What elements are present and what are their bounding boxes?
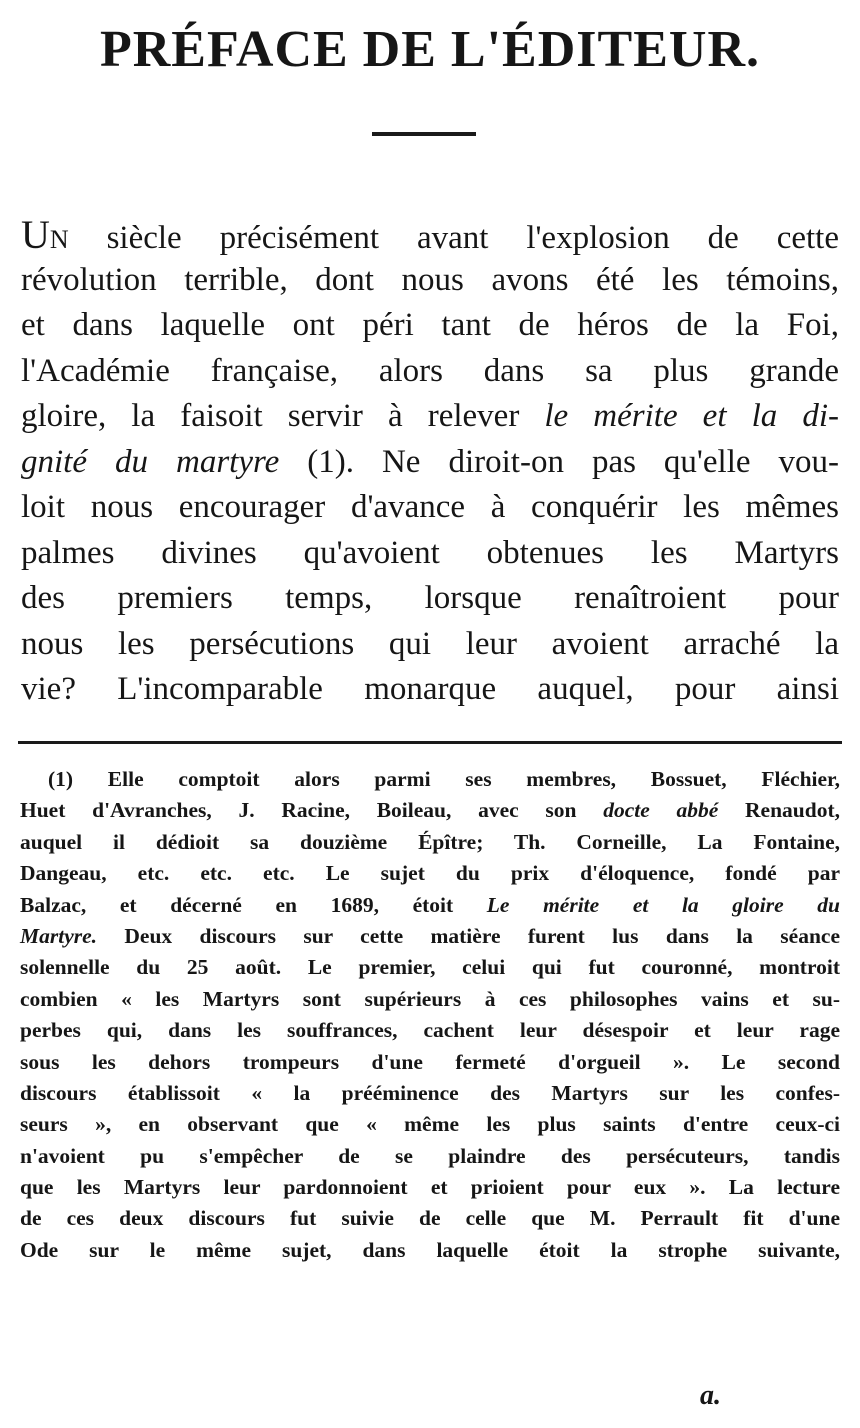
footnote-italic-text: docte abbé: [603, 798, 719, 823]
footnote-line: [20, 890, 840, 921]
footnote-italic-text: Martyre.: [20, 923, 98, 948]
footnote-line: (1) Elle comptoit alors parmi ses membres, Bossuet, Fléchier,: [48, 767, 840, 791]
footnote-rule: [18, 741, 842, 744]
footnote-italic-text: Le mérite et la gloire du: [486, 892, 840, 917]
footnote-line: [20, 795, 840, 826]
footnote-line-text: Renaudot,: [718, 798, 840, 823]
body-line: l'Académie française, alors dans sa plus grande: [21, 352, 839, 389]
body-line: vie? L'incomparable monarque auquel, pour ainsi: [21, 671, 839, 707]
page-title: PRÉFACE DE L'ÉDITEUR.: [99, 21, 760, 78]
body-line-text: siècle précisément avant l'explosion de cette: [68, 220, 839, 256]
footnote-line-text: Balzac, et décerné en 1689, étoit: [20, 892, 487, 917]
footnote-line: [20, 921, 840, 952]
footnote-line: auquel il dédioit sa douzième Épître; Th. Corneille, La Fontaine,: [20, 829, 840, 854]
body-line: et dans laquelle ont péri tant de héros de la Foi,: [21, 307, 839, 343]
footnote: [20, 764, 840, 1266]
footnote-line: perbes qui, dans les souffrances, cachent leur désespoir et leur rage: [20, 1018, 840, 1043]
footnote-line: sous les dehors trompeurs d'une fermeté d'orgueil ». Le second: [20, 1049, 840, 1074]
body-line: [21, 394, 839, 440]
body-italic-text: le mérite et la di-: [544, 398, 839, 434]
footnote-line: discours établissoit « la prééminence des Martyrs sur les confes-: [20, 1080, 840, 1105]
body-line: loit nous encourager d'avance à conquérir les mêmes: [21, 489, 839, 525]
body-line: des premiers temps, lorsque renaîtroient pour: [21, 580, 839, 616]
footnote-line: Ode sur le même sujet, dans laquelle étoit la strophe suivante,: [20, 1237, 840, 1262]
body-line: révolution terrible, dont nous avons été les témoins,: [21, 261, 839, 298]
footnote-line: Dangeau, etc. etc. etc. Le sujet du prix d'éloquence, fondé par: [20, 861, 840, 886]
small-cap: N: [49, 225, 69, 254]
body-paragraph: [21, 212, 839, 713]
footnote-line: solennelle du 25 août. Le premier, celui qui fut couronné, montroit: [20, 955, 840, 980]
footnote-line-text: Huet d'Avranches, J. Racine, Boileau, avec son: [20, 798, 604, 823]
body-line: nous les persécutions qui leur avoient arraché la: [21, 625, 839, 662]
body-line: [21, 440, 839, 486]
signature-mark: a.: [700, 1380, 721, 1411]
footnote-line: seurs », en observant que « même les plus saints d'entre ceux-ci: [20, 1112, 840, 1137]
footnote-line: n'avoient pu s'empêcher de se plaindre des persécuteurs, tandis: [20, 1143, 840, 1168]
drop-cap: U: [21, 212, 50, 257]
footnote-line: combien « les Martyrs sont supérieurs à ces philosophes vains et su-: [20, 986, 840, 1011]
body-italic-text: gnité du martyre: [21, 443, 280, 480]
body-line-text: (1). Ne diroit-on pas qu'elle vou-: [279, 443, 839, 480]
footnote-line: que les Martyrs leur pardonnoient et prioient pour eux ». La lecture: [20, 1175, 840, 1200]
title-rule: [372, 132, 476, 136]
body-line: [21, 212, 839, 258]
body-line-text: gloire, la faisoit servir à relever: [21, 398, 545, 434]
footnote-line-text: Deux discours sur cette matière furent lus dans la séance: [97, 923, 840, 948]
body-line: palmes divines qu'avoient obtenues les Martyrs: [21, 534, 839, 571]
footnote-line: de ces deux discours fut suivie de celle que M. Perrault fit d'une: [20, 1206, 840, 1231]
